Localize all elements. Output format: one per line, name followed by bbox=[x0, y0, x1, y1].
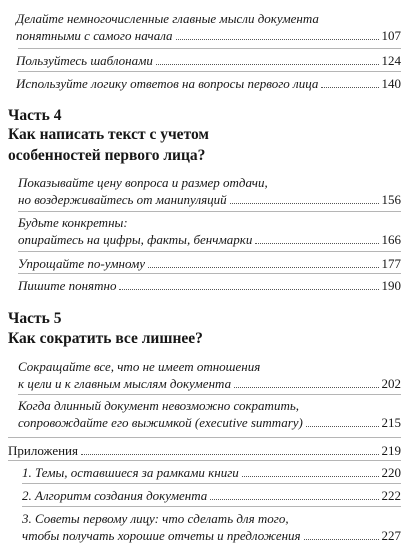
divider bbox=[22, 506, 401, 507]
toc-entry-line: чтобы получать хорошие отчеты и предложения bbox=[22, 528, 301, 543]
leader-dots bbox=[321, 87, 378, 88]
appendices-title: Приложения bbox=[8, 443, 78, 458]
toc-entry-line: Упрощайте по-умному bbox=[18, 256, 146, 271]
leader-dots bbox=[176, 39, 379, 40]
toc-entry-line: Пользуйтесь шаблонами bbox=[16, 53, 153, 68]
divider bbox=[18, 211, 401, 212]
toc-entry bbox=[18, 214, 401, 248]
leader-dots bbox=[230, 203, 379, 204]
toc-entry-line: Сокращайте все, что не имеет отношения bbox=[18, 359, 261, 374]
toc-entry-line: Используйте логику ответов на вопросы первого лица bbox=[16, 76, 319, 91]
toc-entry-line: Когда длинный документ невозможно сократить, bbox=[18, 398, 299, 413]
leader-dots bbox=[81, 454, 379, 455]
toc-entry-line: Будьте конкретны: bbox=[18, 215, 128, 230]
part-5-heading: Часть 5 bbox=[8, 310, 62, 327]
page-number: 222 bbox=[381, 488, 401, 503]
toc-entry-line: 1. Темы, оставшиеся за рамками книги bbox=[22, 465, 239, 480]
toc-entry-line: но воздерживайтесь от манипуляций bbox=[18, 192, 227, 207]
page-number: 166 bbox=[381, 232, 401, 247]
page-number: 107 bbox=[381, 28, 401, 43]
leader-dots bbox=[255, 243, 378, 244]
toc-entry-line: 2. Алгоритм создания документа bbox=[22, 488, 208, 503]
page-number: 227 bbox=[381, 528, 401, 543]
divider bbox=[18, 71, 401, 72]
toc-entry bbox=[16, 10, 401, 44]
toc-entry-line: понятными с самого начала bbox=[16, 28, 173, 43]
part-5-title: Как сократить все лишнее? bbox=[8, 330, 203, 347]
page-number: 124 bbox=[381, 53, 401, 68]
toc-entry bbox=[16, 75, 401, 92]
toc-entry-appendices bbox=[8, 442, 401, 459]
page-number: 202 bbox=[381, 376, 401, 391]
page-number: 220 bbox=[381, 465, 401, 480]
toc-entry bbox=[22, 487, 401, 504]
toc-entry bbox=[18, 255, 401, 272]
toc-entry bbox=[18, 358, 401, 392]
leader-dots bbox=[304, 539, 379, 540]
toc-entry bbox=[18, 397, 401, 431]
toc-entry-line: Делайте немногочисленные главные мысли документа bbox=[16, 11, 319, 26]
divider bbox=[8, 437, 401, 438]
leader-dots bbox=[119, 289, 378, 290]
leader-dots bbox=[242, 476, 379, 477]
leader-dots bbox=[148, 267, 378, 268]
leader-dots bbox=[234, 387, 378, 388]
leader-dots bbox=[156, 64, 379, 65]
divider bbox=[18, 48, 401, 49]
toc-entry bbox=[22, 510, 401, 544]
divider bbox=[22, 483, 401, 484]
part-4-title-line: Как написать текст с учетом bbox=[8, 126, 209, 143]
page-number: 140 bbox=[381, 76, 401, 91]
divider bbox=[18, 394, 401, 395]
toc-entry bbox=[18, 277, 401, 294]
toc-entry-line: Пишите понятно bbox=[18, 278, 117, 293]
divider bbox=[18, 251, 401, 252]
page-number: 215 bbox=[381, 415, 401, 430]
part-4-title-line: особенностей первого лица? bbox=[8, 147, 206, 164]
divider bbox=[18, 273, 401, 274]
page-number: 177 bbox=[381, 256, 401, 271]
leader-dots bbox=[210, 499, 378, 500]
toc-entry-line: к цели и к главным мыслям документа bbox=[18, 376, 232, 391]
page-number: 190 bbox=[381, 278, 401, 293]
page-number: 156 bbox=[381, 192, 401, 207]
toc-entry bbox=[22, 464, 401, 481]
toc-entry-line: сопровождайте его выжимкой (executive summary) bbox=[18, 415, 303, 430]
toc-entry-line: Показывайте цену вопроса и размер отдачи, bbox=[18, 175, 268, 190]
toc-entry bbox=[16, 52, 401, 69]
part-4-heading: Часть 4 bbox=[8, 107, 62, 124]
toc-entry-line: 3. Советы первому лицу: что сделать для того, bbox=[22, 511, 289, 526]
leader-dots bbox=[306, 426, 379, 427]
toc-entry-line: опирайтесь на цифры, факты, бенчмарки bbox=[18, 232, 253, 247]
toc-entry bbox=[18, 174, 401, 208]
page-number: 219 bbox=[381, 443, 401, 458]
divider bbox=[8, 460, 401, 461]
